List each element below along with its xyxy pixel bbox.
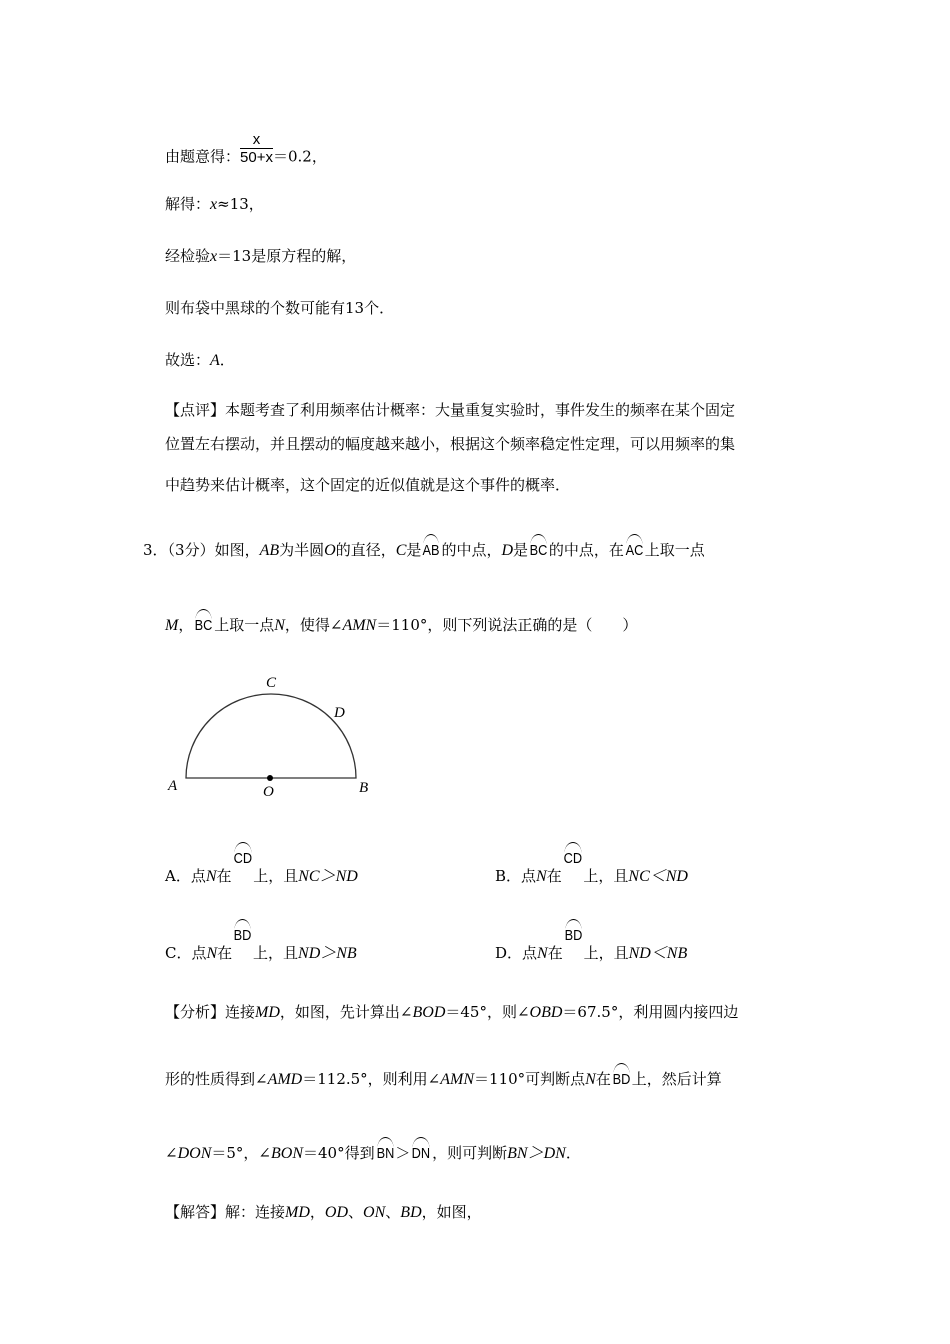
text: 故选： bbox=[165, 351, 211, 369]
var: AMD bbox=[267, 1071, 303, 1088]
text: 上，且 bbox=[253, 867, 299, 885]
text: 是 bbox=[513, 541, 529, 559]
label-o: O bbox=[263, 784, 274, 800]
text: 、 bbox=[385, 1203, 401, 1221]
answer-line bbox=[165, 1202, 482, 1223]
text: 、 bbox=[348, 1203, 364, 1221]
var: MD bbox=[255, 1004, 280, 1021]
arc-ab: AB bbox=[423, 539, 440, 561]
text: ， bbox=[178, 616, 194, 634]
fraction bbox=[240, 132, 273, 167]
text: ∠ bbox=[165, 1144, 178, 1162]
text: ＝13是原方程的解， bbox=[217, 247, 357, 265]
var: N bbox=[206, 945, 218, 962]
text: 上，且 bbox=[253, 944, 299, 962]
comment-line-3: 中趋势来估计概率，这个固定的近似值就是这个事件的概率． bbox=[165, 476, 571, 494]
center-point bbox=[267, 775, 273, 781]
text: ，如图，先计算出∠ bbox=[279, 1003, 413, 1021]
arc-ac: AC bbox=[625, 539, 643, 561]
text: D．点 bbox=[495, 944, 538, 962]
text: 的中点， bbox=[441, 541, 502, 559]
text: B．点 bbox=[495, 867, 537, 885]
arc-bc: BC bbox=[195, 614, 213, 636]
text: 上取一点 bbox=[644, 541, 705, 559]
label-a: A bbox=[168, 778, 178, 794]
text: 上，然后计算 bbox=[631, 1070, 722, 1088]
question-line-2 bbox=[165, 614, 637, 636]
label-c: C bbox=[266, 675, 277, 691]
var: N bbox=[585, 1071, 596, 1088]
text: （3分）如图， bbox=[167, 541, 260, 559]
relation: ND＜NB bbox=[628, 945, 688, 962]
text: ＝40°得到 bbox=[302, 1144, 375, 1162]
solve-line bbox=[165, 194, 264, 215]
option-d[interactable] bbox=[495, 927, 688, 964]
conclusion-line: 则布袋中黑球的个数可能有13个． bbox=[165, 299, 395, 317]
text: 在 bbox=[546, 867, 562, 885]
var: x bbox=[210, 248, 218, 265]
question-line-1 bbox=[143, 539, 705, 561]
label-d: D bbox=[334, 705, 345, 721]
semicircle-diagram bbox=[160, 665, 400, 805]
semicircle-shape bbox=[186, 694, 356, 778]
text: 上取一点 bbox=[214, 616, 275, 634]
analysis-line-3 bbox=[165, 1142, 581, 1164]
var: D bbox=[501, 542, 514, 559]
var: BOD bbox=[412, 1004, 446, 1021]
text: ＝110°，则下列说法正确的是（ ） bbox=[376, 616, 638, 634]
relation: ND＞NB bbox=[298, 945, 357, 962]
var: A bbox=[210, 352, 220, 369]
text: ，如图， bbox=[421, 1203, 482, 1221]
var: N bbox=[205, 868, 217, 885]
denominator: 50+x bbox=[240, 149, 273, 166]
var: AMN bbox=[440, 1071, 475, 1088]
var: M bbox=[165, 617, 179, 634]
text: ， bbox=[309, 1203, 325, 1221]
text: ，则可判断 bbox=[432, 1144, 508, 1162]
option-a[interactable] bbox=[165, 850, 358, 887]
text: ≈13， bbox=[217, 195, 264, 213]
var: DON bbox=[177, 1145, 212, 1162]
arc-bc: BC bbox=[530, 539, 548, 561]
relation: NC＞ND bbox=[298, 868, 358, 885]
option-b[interactable] bbox=[495, 850, 688, 887]
text: A．点 bbox=[165, 867, 206, 885]
var: C bbox=[395, 542, 407, 559]
text: 【解答】解：连接 bbox=[165, 1203, 286, 1221]
text: 在 bbox=[547, 944, 563, 962]
analysis-line-1 bbox=[165, 1002, 738, 1023]
label-b: B bbox=[359, 780, 369, 796]
text: 由题意得： bbox=[165, 147, 241, 166]
text: 在 bbox=[216, 867, 232, 885]
var: O bbox=[324, 542, 336, 559]
question-number: 3． bbox=[143, 541, 168, 559]
text: ＝45°，则∠ bbox=[445, 1003, 530, 1021]
choice-line bbox=[165, 350, 235, 371]
text: 形的性质得到∠ bbox=[165, 1070, 268, 1088]
var: AB bbox=[259, 542, 280, 559]
text: C．点 bbox=[165, 944, 207, 962]
text: ． bbox=[565, 1144, 581, 1162]
option-c[interactable] bbox=[165, 927, 357, 964]
text: ＝5°，∠ bbox=[211, 1144, 271, 1162]
text: ＝110°可判断点 bbox=[474, 1070, 586, 1088]
arc-bn: BN bbox=[376, 1142, 394, 1164]
var: BON bbox=[270, 1145, 303, 1162]
analysis-line-2 bbox=[165, 1068, 722, 1090]
var: OD bbox=[324, 1204, 349, 1221]
arc-cd: CD bbox=[563, 847, 581, 869]
relation: NC＜ND bbox=[628, 868, 688, 885]
text: 解得： bbox=[165, 195, 211, 213]
text: 经检验 bbox=[165, 247, 211, 265]
var: N bbox=[274, 617, 285, 634]
comment-line-1: 【点评】本题考查了利用频率估计概率：大量重复实验时，事件发生的频率在某个固定 bbox=[165, 401, 736, 419]
var: N bbox=[536, 868, 547, 885]
text: 在 bbox=[217, 944, 233, 962]
text: ，使得∠ bbox=[284, 616, 343, 634]
arc-bd: BD bbox=[564, 924, 582, 946]
text: 的直径， bbox=[335, 541, 396, 559]
equation-line bbox=[165, 131, 327, 175]
var: MD bbox=[285, 1204, 310, 1221]
text: 在 bbox=[595, 1070, 611, 1088]
arc-bd: BD bbox=[612, 1068, 630, 1090]
text: ＝67.5°，利用圆内接四边 bbox=[562, 1003, 739, 1021]
text: 为半圆 bbox=[279, 541, 325, 559]
relation: BN＞DN bbox=[507, 1145, 566, 1162]
var: x bbox=[210, 196, 218, 213]
arc-cd: CD bbox=[233, 847, 251, 869]
comment-line-2: 位置左右摆动，并且摆动的幅度越来越小，根据这个频率稳定性定理，可以用频率的集 bbox=[165, 435, 736, 453]
numerator: x bbox=[240, 132, 273, 149]
check-line bbox=[165, 246, 356, 267]
var: N bbox=[537, 945, 548, 962]
arc-dn: DN bbox=[412, 1142, 430, 1164]
arc-bd: BD bbox=[234, 924, 252, 946]
text: ＝0.2， bbox=[272, 147, 327, 166]
var: AMN bbox=[342, 617, 377, 634]
text: 的中点，在 bbox=[548, 541, 624, 559]
text: ． bbox=[219, 351, 235, 369]
text: ＞ bbox=[395, 1144, 411, 1162]
text: ＝112.5°，则利用∠ bbox=[302, 1070, 441, 1088]
var: ON bbox=[363, 1204, 386, 1221]
text: 上，且 bbox=[583, 867, 629, 885]
var: BD bbox=[400, 1204, 422, 1221]
text: 是 bbox=[406, 541, 422, 559]
text: 【分析】连接 bbox=[165, 1003, 256, 1021]
var: OBD bbox=[529, 1004, 563, 1021]
text: 上，且 bbox=[583, 944, 629, 962]
